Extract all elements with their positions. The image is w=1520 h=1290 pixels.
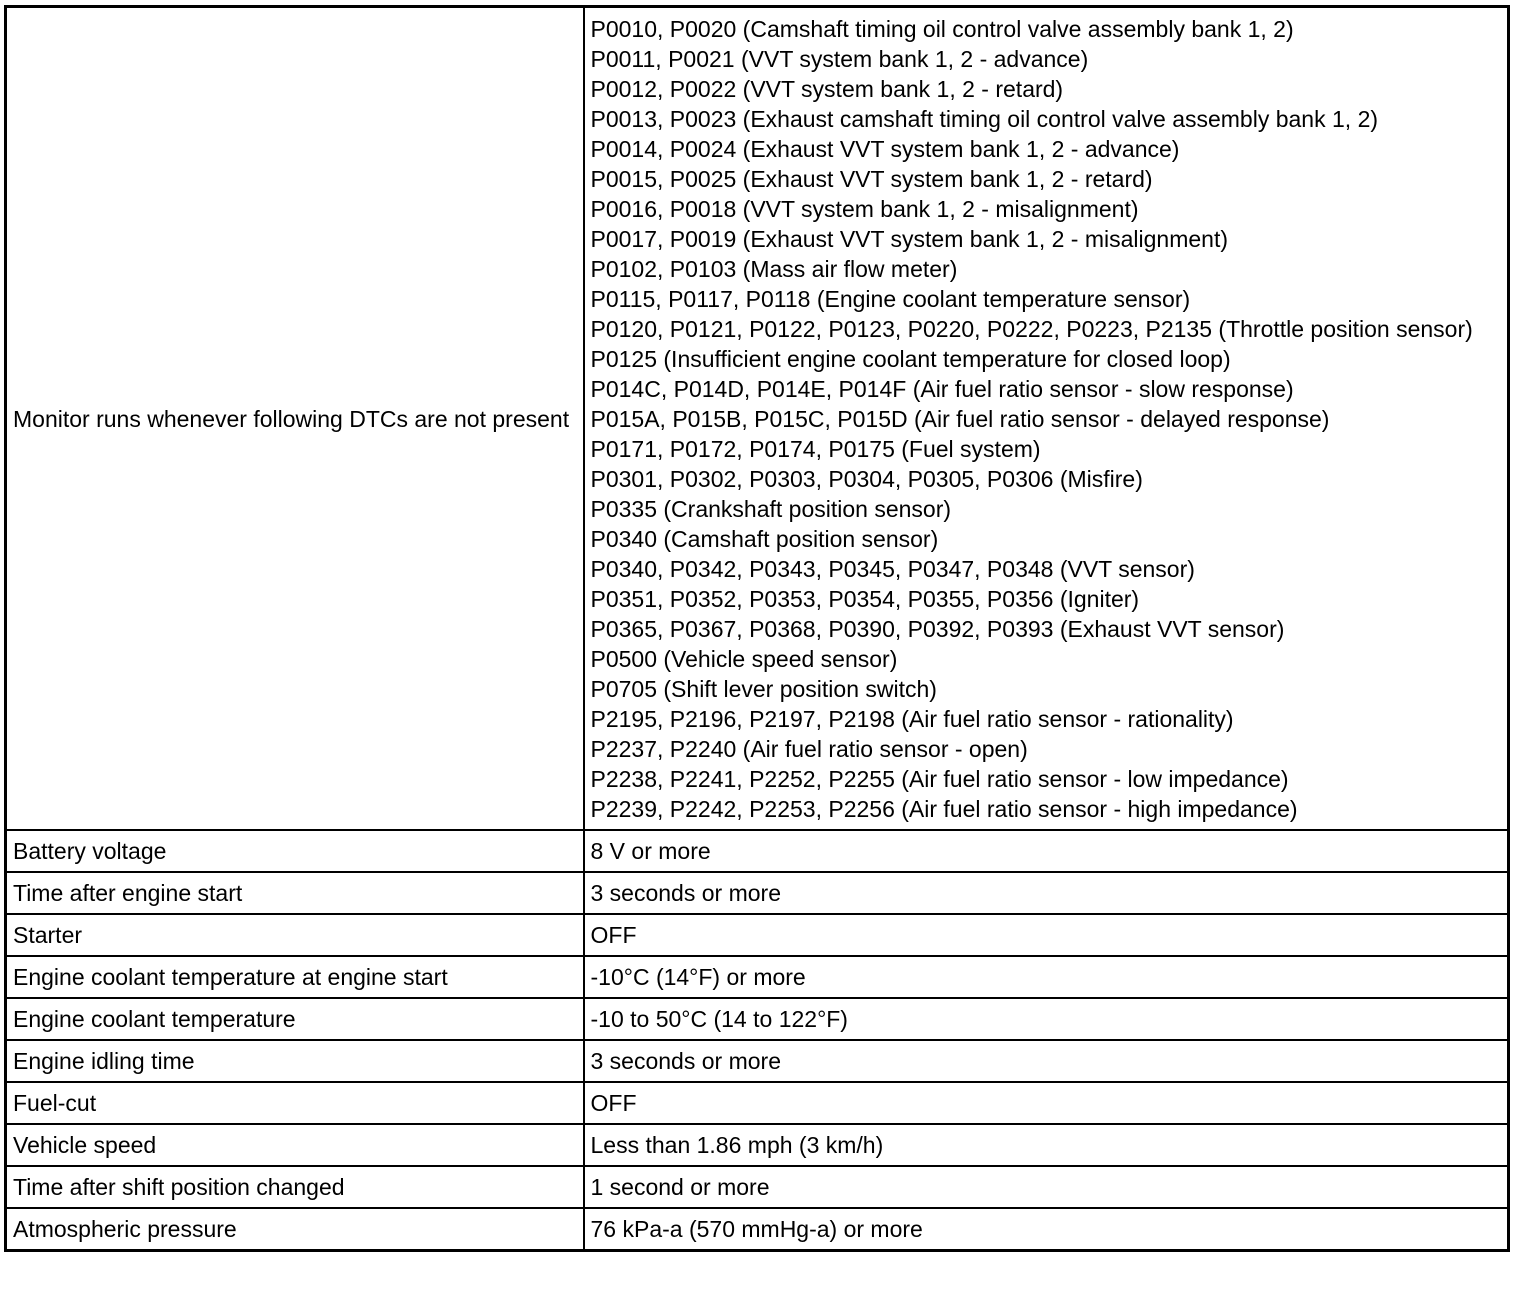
- dtc-line: P0500 (Vehicle speed sensor): [590, 646, 898, 672]
- dtc-line: P0017, P0019 (Exhaust VVT system bank 1, 2 - misalignment): [590, 226, 1228, 252]
- table-row: [6, 1040, 1509, 1082]
- dtc-line: P0171, P0172, P0174, P0175 (Fuel system): [590, 436, 1041, 462]
- monitor-conditions-table: [4, 5, 1510, 1252]
- table-row: [6, 1124, 1509, 1166]
- parameter-cell: Vehicle speed: [6, 1124, 584, 1166]
- dtc-line: P0102, P0103 (Mass air flow meter): [590, 256, 958, 282]
- parameter-cell: Engine coolant temperature: [6, 998, 584, 1040]
- table-row: [6, 1208, 1509, 1251]
- parameter-cell: Time after engine start: [6, 872, 584, 914]
- parameter-cell: Engine idling time: [6, 1040, 584, 1082]
- dtc-line: P0125 (Insufficient engine coolant temperature for closed loop): [590, 346, 1231, 372]
- dtc-line: P0340 (Camshaft position sensor): [590, 526, 939, 552]
- table-row: [6, 956, 1509, 998]
- value-cell: 76 kPa-a (570 mmHg-a) or more: [584, 1208, 1509, 1251]
- value-cell: -10°C (14°F) or more: [584, 956, 1509, 998]
- dtc-line: P0340, P0342, P0343, P0345, P0347, P0348 (VVT sensor): [590, 556, 1195, 582]
- dtc-line: P2195, P2196, P2197, P2198 (Air fuel ratio sensor - rationality): [590, 706, 1234, 732]
- parameter-cell: Engine coolant temperature at engine start: [6, 956, 584, 998]
- dtc-line: P0012, P0022 (VVT system bank 1, 2 - retard): [590, 76, 1064, 102]
- value-cell: 8 V or more: [584, 830, 1509, 872]
- value-cell: OFF: [584, 1082, 1509, 1124]
- parameter-cell: Starter: [6, 914, 584, 956]
- dtc-list-cell: [584, 7, 1509, 831]
- dtc-line: P0335 (Crankshaft position sensor): [590, 496, 952, 522]
- dtc-line: P2239, P2242, P2253, P2256 (Air fuel ratio sensor - high impedance): [590, 796, 1298, 822]
- dtc-line: P0014, P0024 (Exhaust VVT system bank 1, 2 - advance): [590, 136, 1180, 162]
- parameter-cell: Battery voltage: [6, 830, 584, 872]
- dtc-line: P0705 (Shift lever position switch): [590, 676, 937, 702]
- dtc-line: P0351, P0352, P0353, P0354, P0355, P0356 (Igniter): [590, 586, 1140, 612]
- parameter-cell: Fuel-cut: [6, 1082, 584, 1124]
- value-cell: -10 to 50°C (14 to 122°F): [584, 998, 1509, 1040]
- value-cell: OFF: [584, 914, 1509, 956]
- dtc-line: P2238, P2241, P2252, P2255 (Air fuel ratio sensor - low impedance): [590, 766, 1289, 792]
- parameter-cell: Time after shift position changed: [6, 1166, 584, 1208]
- dtc-line: P0015, P0025 (Exhaust VVT system bank 1, 2 - retard): [590, 166, 1153, 192]
- dtc-line: P0365, P0367, P0368, P0390, P0392, P0393 (Exhaust VVT sensor): [590, 616, 1285, 642]
- dtc-line: P0013, P0023 (Exhaust camshaft timing oil control valve assembly bank 1, 2): [590, 106, 1379, 132]
- table-row: [6, 914, 1509, 956]
- dtc-line: P015A, P015B, P015C, P015D (Air fuel ratio sensor - delayed response): [590, 406, 1330, 432]
- dtc-line: P0011, P0021 (VVT system bank 1, 2 - advance): [590, 46, 1089, 72]
- table-row: [6, 1166, 1509, 1208]
- table-row: [6, 830, 1509, 872]
- dtc-line: P0115, P0117, P0118 (Engine coolant temperature sensor): [590, 286, 1191, 312]
- value-cell: 3 seconds or more: [584, 1040, 1509, 1082]
- value-cell: 3 seconds or more: [584, 872, 1509, 914]
- table-row-dtc-conditions: [6, 7, 1509, 831]
- dtc-line: P0120, P0121, P0122, P0123, P0220, P0222, P0223, P2135 (Throttle position sensor): [590, 316, 1473, 342]
- value-cell: 1 second or more: [584, 1166, 1509, 1208]
- table-row: [6, 872, 1509, 914]
- parameter-cell: Atmospheric pressure: [6, 1208, 584, 1251]
- dtc-line: P014C, P014D, P014E, P014F (Air fuel ratio sensor - slow response): [590, 376, 1294, 402]
- value-cell: Less than 1.86 mph (3 km/h): [584, 1124, 1509, 1166]
- table-row: [6, 1082, 1509, 1124]
- parameter-cell: Monitor runs whenever following DTCs are not present: [6, 7, 584, 831]
- dtc-line: P0301, P0302, P0303, P0304, P0305, P0306 (Misfire): [590, 466, 1143, 492]
- dtc-line: P0016, P0018 (VVT system bank 1, 2 - misalignment): [590, 196, 1139, 222]
- table-row: [6, 998, 1509, 1040]
- dtc-line: P0010, P0020 (Camshaft timing oil control valve assembly bank 1, 2): [590, 16, 1294, 42]
- dtc-line: P2237, P2240 (Air fuel ratio sensor - open): [590, 736, 1028, 762]
